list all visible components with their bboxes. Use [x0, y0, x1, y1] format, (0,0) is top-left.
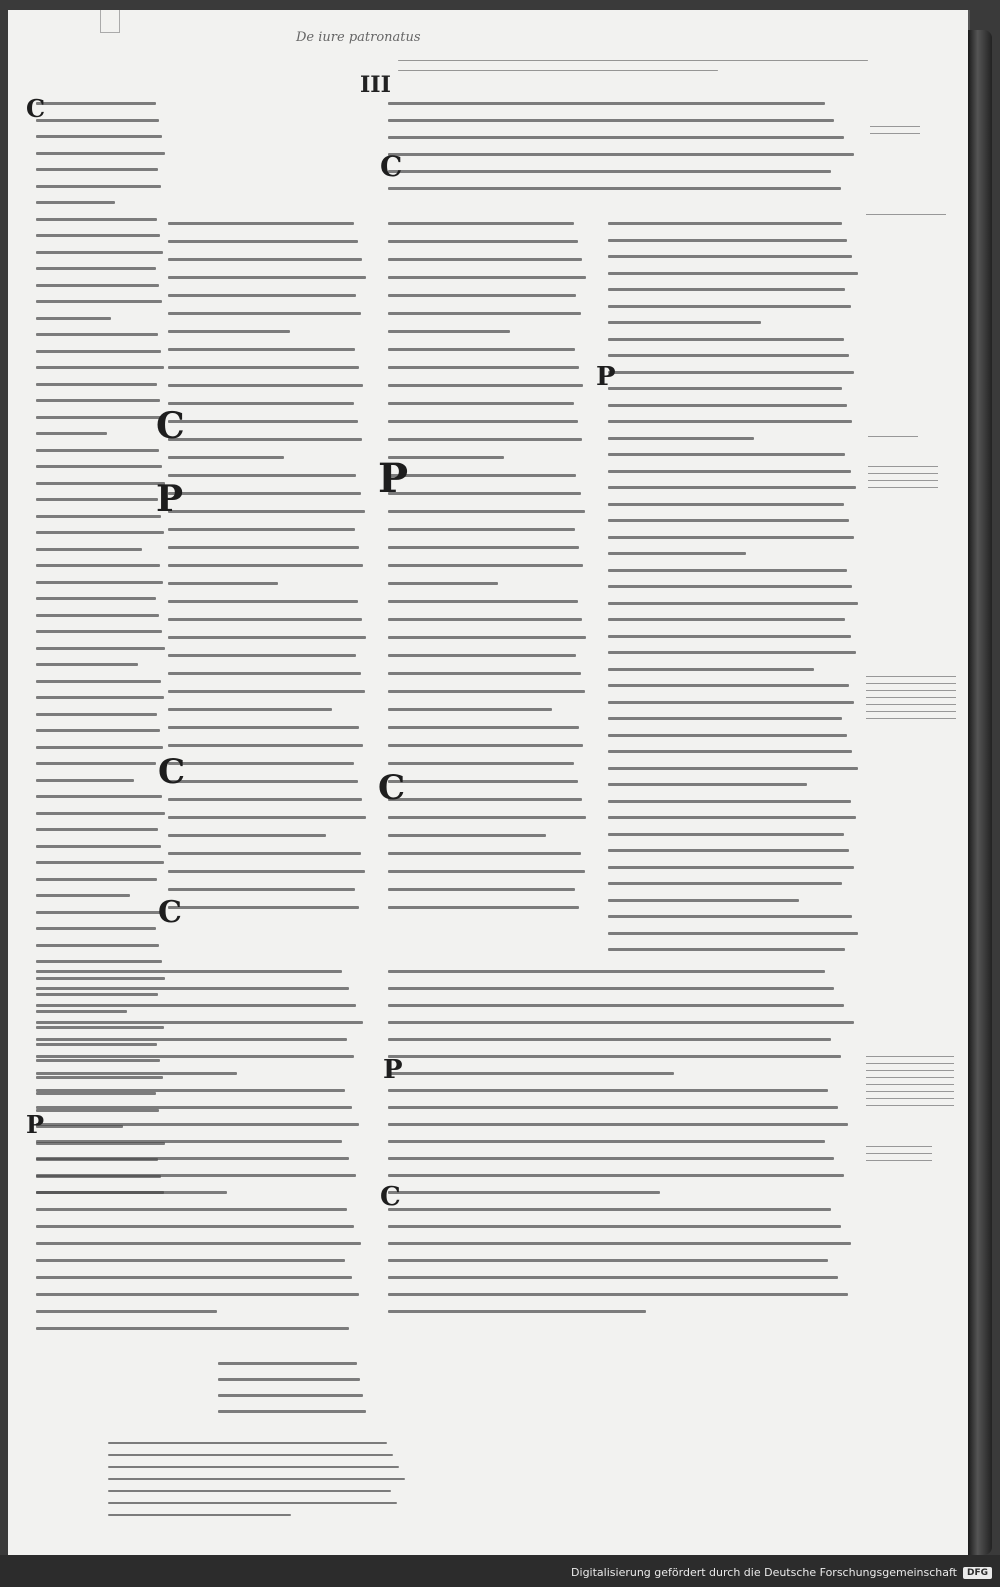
script-line	[388, 136, 844, 139]
script-line	[168, 762, 354, 765]
script-line	[108, 1514, 291, 1516]
script-line	[168, 366, 359, 369]
script-line	[608, 899, 799, 902]
script-line	[388, 294, 576, 297]
decorated-initial: P	[383, 1055, 403, 1085]
script-line	[36, 663, 138, 666]
manuscript-page	[8, 10, 970, 1555]
script-line	[388, 384, 583, 387]
running-head: De iure patronatus	[296, 30, 421, 45]
script-line	[388, 600, 578, 603]
script-line	[168, 690, 365, 693]
script-line	[608, 387, 842, 390]
script-line	[36, 779, 134, 782]
script-line	[388, 366, 579, 369]
script-line	[168, 888, 355, 891]
script-line	[168, 510, 365, 513]
script-line	[168, 654, 356, 657]
script-line	[36, 432, 107, 435]
script-line	[388, 1310, 646, 1313]
script-line	[608, 503, 844, 506]
marginal-note	[866, 670, 956, 720]
script-line	[108, 1466, 399, 1468]
script-line	[168, 726, 359, 729]
script-line	[168, 744, 363, 747]
script-line	[36, 1276, 352, 1279]
script-line	[36, 531, 164, 534]
script-line	[36, 1225, 354, 1228]
script-line	[168, 384, 363, 387]
script-line	[168, 258, 362, 261]
script-line	[608, 701, 854, 704]
script-line	[36, 795, 162, 798]
script-line	[36, 729, 160, 732]
script-line	[36, 399, 160, 402]
script-line	[388, 170, 831, 173]
script-line	[36, 762, 156, 765]
script-line	[36, 696, 164, 699]
script-line	[36, 152, 165, 155]
script-line	[388, 816, 586, 819]
script-line	[36, 894, 130, 897]
script-line	[388, 546, 579, 549]
script-line	[36, 680, 161, 683]
gloss-column-right-outer	[608, 222, 860, 967]
script-line	[388, 834, 546, 837]
script-line	[36, 1106, 352, 1109]
script-line	[388, 1293, 848, 1296]
script-line	[388, 852, 581, 855]
script-line	[36, 647, 165, 650]
script-line	[608, 767, 858, 770]
script-line	[36, 713, 157, 716]
script-line	[36, 1038, 347, 1041]
script-line	[36, 1004, 356, 1007]
script-line	[36, 102, 156, 105]
decorated-initial: P	[596, 362, 616, 392]
script-line	[608, 833, 844, 836]
script-line	[608, 948, 845, 951]
script-line	[36, 135, 162, 138]
script-line	[608, 932, 858, 935]
script-line	[168, 276, 366, 279]
script-line	[168, 420, 358, 423]
script-line	[388, 222, 574, 225]
script-line	[388, 1242, 851, 1245]
script-line	[608, 305, 851, 308]
script-line	[168, 870, 365, 873]
page-tab	[100, 10, 120, 33]
credit-text: Digitalisierung gefördert durch die Deutsche Forschungsgemeinschaft	[571, 1566, 957, 1579]
script-line	[36, 1310, 217, 1313]
script-line	[388, 987, 834, 990]
script-line	[36, 960, 162, 963]
script-line	[36, 284, 159, 287]
marginal-note	[866, 208, 946, 218]
decorated-initial: P	[26, 1110, 45, 1139]
script-line	[36, 300, 162, 303]
script-line	[168, 816, 366, 819]
script-line	[36, 1327, 349, 1330]
script-line	[168, 564, 363, 567]
script-line	[388, 1021, 854, 1024]
decorated-initial: C	[380, 150, 403, 183]
script-line	[36, 581, 163, 584]
script-line	[388, 1089, 828, 1092]
script-line	[388, 798, 582, 801]
script-line	[36, 1293, 359, 1296]
script-line	[36, 185, 161, 188]
script-line	[608, 866, 854, 869]
script-line	[388, 970, 825, 973]
script-line	[608, 453, 845, 456]
script-line	[608, 602, 858, 605]
script-line	[36, 861, 164, 864]
script-line	[218, 1362, 357, 1365]
script-line	[36, 251, 163, 254]
script-line	[608, 536, 854, 539]
script-line	[168, 852, 361, 855]
titulus-numeral: III	[360, 72, 391, 98]
script-line	[36, 548, 142, 551]
script-line	[608, 783, 807, 786]
script-line	[36, 482, 165, 485]
script-line	[36, 1055, 354, 1058]
script-line	[388, 1276, 838, 1279]
script-line	[36, 449, 159, 452]
script-line	[608, 519, 849, 522]
script-line	[388, 1055, 841, 1058]
script-line	[36, 1140, 342, 1143]
script-line	[168, 240, 358, 243]
script-line	[608, 222, 842, 225]
marginal-note	[866, 1140, 932, 1164]
script-line	[36, 614, 159, 617]
script-line	[36, 465, 162, 468]
script-line	[168, 672, 361, 675]
script-line	[168, 312, 361, 315]
script-line	[36, 597, 156, 600]
script-line	[388, 258, 582, 261]
script-line	[388, 582, 498, 585]
script-line	[36, 1089, 345, 1092]
script-line	[36, 201, 115, 204]
script-line	[388, 187, 841, 190]
digitization-credit	[571, 1566, 992, 1579]
script-line	[36, 878, 157, 881]
script-line	[388, 1157, 834, 1160]
script-line	[168, 834, 326, 837]
script-line	[388, 153, 854, 156]
script-line	[108, 1454, 393, 1456]
script-line	[36, 168, 158, 171]
marginal-note	[866, 1050, 954, 1110]
script-line	[608, 470, 851, 473]
script-line	[36, 366, 164, 369]
script-line	[608, 750, 852, 753]
script-line	[36, 746, 163, 749]
script-line	[388, 636, 586, 639]
script-line	[388, 1140, 825, 1143]
script-line	[36, 234, 160, 237]
script-line	[36, 267, 156, 270]
script-line	[388, 402, 574, 405]
script-line	[36, 317, 111, 320]
script-line	[388, 1191, 660, 1194]
script-line	[388, 726, 579, 729]
script-line	[36, 1191, 227, 1194]
script-line	[388, 312, 581, 315]
script-line	[36, 119, 159, 122]
script-line	[608, 734, 847, 737]
script-line	[608, 668, 814, 671]
marginal-addition-footnote	[108, 1442, 408, 1532]
script-line	[168, 780, 358, 783]
script-line	[36, 927, 156, 930]
script-line	[388, 1225, 841, 1228]
script-line	[36, 1021, 363, 1024]
script-line	[168, 492, 361, 495]
script-line	[36, 1174, 356, 1177]
script-line	[388, 672, 581, 675]
script-line	[388, 240, 578, 243]
script-line	[388, 780, 578, 783]
script-line	[388, 708, 552, 711]
script-line	[608, 717, 842, 720]
script-line	[388, 1106, 838, 1109]
script-line	[388, 102, 825, 105]
script-line	[608, 651, 856, 654]
script-line	[388, 618, 582, 621]
script-line	[36, 812, 165, 815]
script-line	[608, 618, 845, 621]
script-line	[36, 218, 157, 221]
main-text-column-right	[388, 222, 588, 927]
script-line	[608, 635, 851, 638]
script-line	[388, 492, 581, 495]
script-line	[36, 911, 163, 914]
dfg-logo: DFG	[963, 1567, 992, 1579]
decorated-initial: P	[156, 478, 184, 520]
script-line	[608, 321, 761, 324]
script-line	[388, 276, 586, 279]
gloss-band-right-bottom	[388, 970, 858, 1330]
script-line	[388, 762, 574, 765]
script-line	[36, 1123, 359, 1126]
script-line	[168, 582, 278, 585]
script-line	[108, 1490, 391, 1492]
script-line	[388, 510, 585, 513]
script-line	[388, 888, 575, 891]
script-line	[608, 338, 844, 341]
script-line	[36, 383, 157, 386]
script-line	[608, 800, 851, 803]
script-line	[36, 333, 158, 336]
script-line	[168, 222, 354, 225]
script-line	[168, 330, 290, 333]
script-line	[36, 515, 161, 518]
script-line	[388, 1004, 844, 1007]
script-line	[388, 330, 510, 333]
script-line	[608, 569, 847, 572]
script-line	[608, 849, 849, 852]
script-line	[388, 528, 575, 531]
script-line	[608, 354, 849, 357]
script-line	[608, 437, 754, 440]
script-line	[168, 438, 362, 441]
script-line	[608, 684, 849, 687]
script-line	[388, 870, 585, 873]
script-line	[388, 744, 583, 747]
script-line	[388, 1072, 674, 1075]
script-line	[388, 1174, 844, 1177]
marginal-note	[868, 460, 938, 488]
script-line	[36, 1208, 347, 1211]
script-line	[388, 420, 578, 423]
decorated-initial: C	[378, 768, 406, 808]
script-line	[36, 416, 163, 419]
marginal-note	[870, 120, 920, 134]
script-line	[218, 1394, 363, 1397]
main-text-column-left	[168, 222, 368, 932]
script-line	[36, 1259, 345, 1262]
script-line	[108, 1502, 397, 1504]
script-line	[168, 348, 355, 351]
script-line	[36, 1072, 237, 1075]
script-line	[608, 239, 847, 242]
decorated-initial: P	[378, 455, 409, 502]
script-line	[608, 552, 746, 555]
script-line	[168, 798, 362, 801]
script-line	[218, 1410, 366, 1413]
script-line	[608, 288, 845, 291]
script-line	[168, 294, 356, 297]
decorated-initial: C	[26, 94, 46, 123]
script-line	[36, 1157, 349, 1160]
script-line	[36, 970, 342, 973]
script-line	[388, 119, 834, 122]
rubric-gloss	[398, 60, 898, 71]
script-line	[388, 690, 585, 693]
script-line	[36, 1242, 361, 1245]
script-line	[608, 882, 842, 885]
script-line	[608, 420, 852, 423]
script-line	[168, 456, 284, 459]
script-line	[168, 708, 332, 711]
script-line	[388, 474, 576, 477]
gloss-band-top	[388, 102, 858, 212]
decorated-initial: C	[380, 1182, 401, 1212]
script-line	[388, 906, 579, 909]
decorated-initial: C	[158, 752, 186, 792]
script-line	[388, 564, 583, 567]
script-line	[36, 350, 161, 353]
script-line	[608, 585, 852, 588]
decorated-initial: C	[158, 895, 182, 930]
script-line	[168, 906, 359, 909]
script-line	[608, 255, 852, 258]
marginal-note	[868, 430, 918, 442]
script-line	[108, 1478, 405, 1480]
script-line	[168, 528, 355, 531]
book-spine	[968, 30, 992, 1555]
script-line	[36, 828, 158, 831]
script-line	[36, 630, 162, 633]
script-line	[168, 636, 366, 639]
script-line	[218, 1378, 360, 1381]
script-line	[36, 987, 349, 990]
script-line	[608, 816, 856, 819]
script-line	[168, 600, 358, 603]
script-line	[608, 486, 856, 489]
script-line	[36, 845, 161, 848]
marginal-addition-bottom	[218, 1362, 368, 1432]
script-line	[108, 1442, 387, 1444]
script-line	[608, 371, 854, 374]
script-line	[388, 1208, 831, 1211]
script-line	[388, 1259, 828, 1262]
script-line	[608, 915, 852, 918]
script-line	[36, 944, 159, 947]
script-line	[168, 546, 359, 549]
script-line	[608, 404, 847, 407]
script-line	[168, 402, 354, 405]
script-line	[168, 618, 362, 621]
script-line	[388, 654, 576, 657]
script-line	[388, 348, 575, 351]
script-line	[36, 564, 160, 567]
script-line	[388, 1123, 848, 1126]
script-line	[388, 438, 582, 441]
gloss-band-left-bottom	[36, 970, 366, 1360]
script-line	[388, 1038, 831, 1041]
script-line	[608, 272, 858, 275]
decorated-initial: C	[156, 405, 185, 447]
script-line	[168, 474, 356, 477]
script-line	[36, 498, 158, 501]
